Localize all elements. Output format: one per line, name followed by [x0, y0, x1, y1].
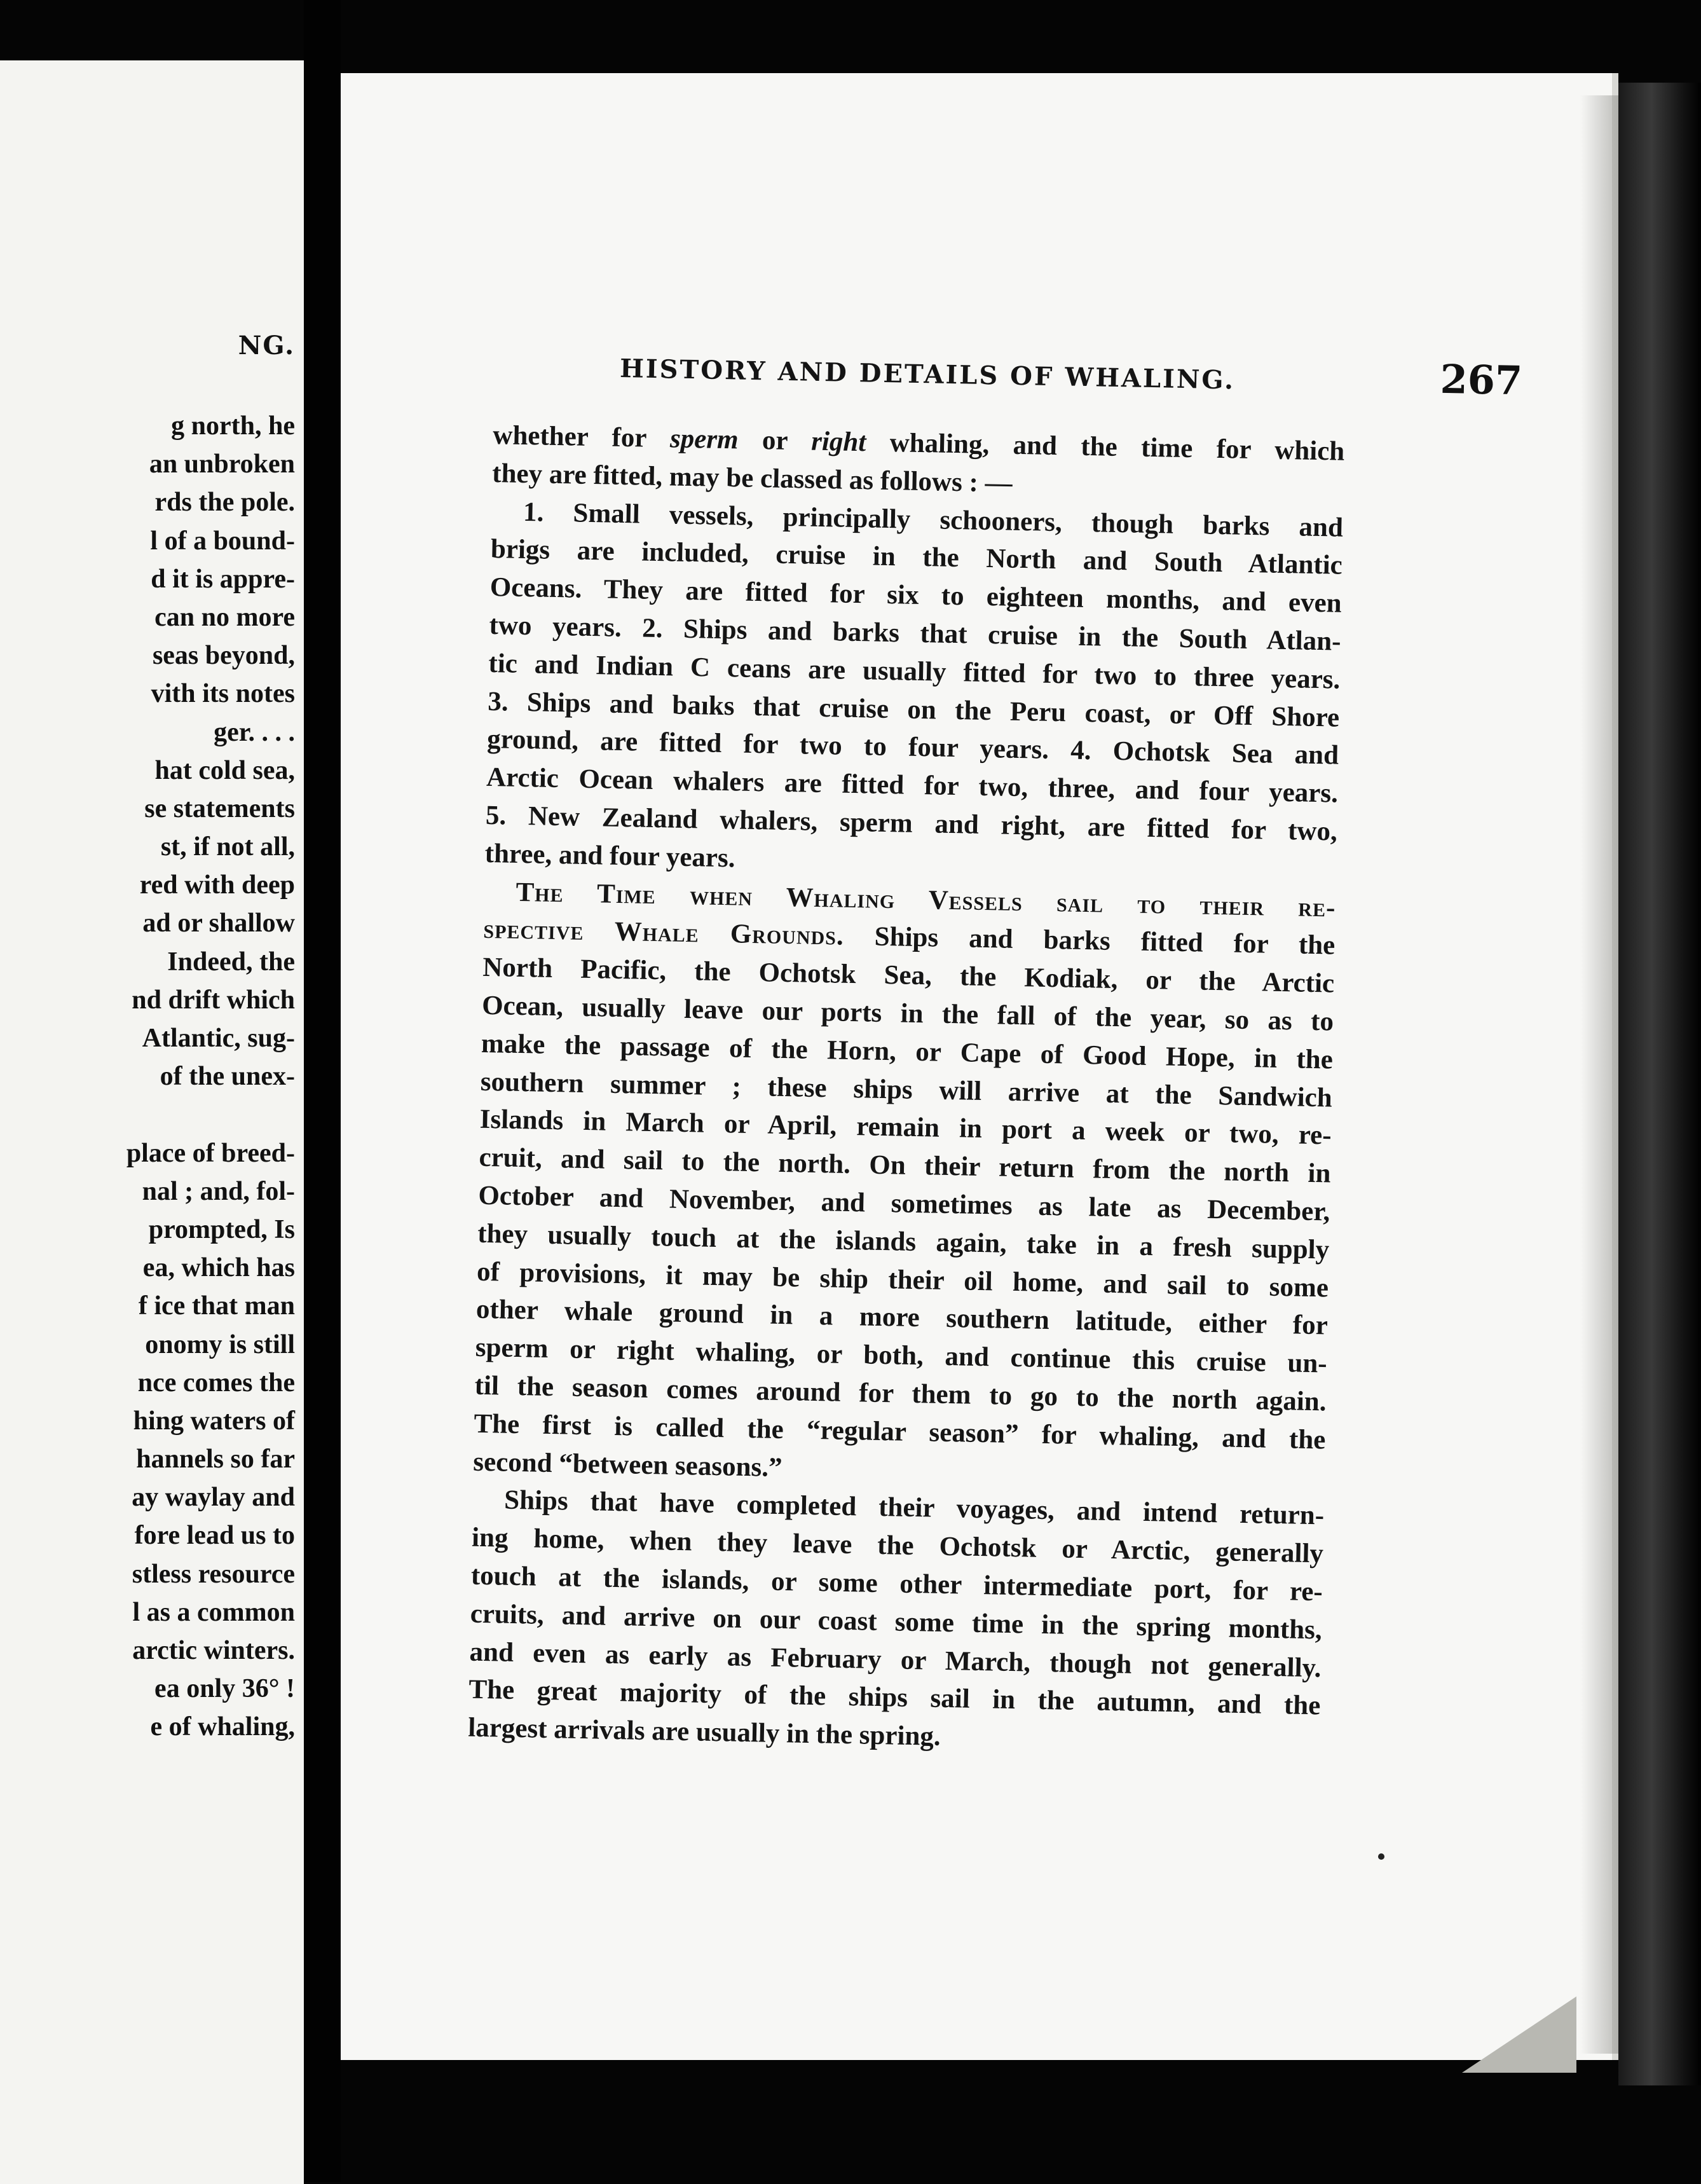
left-text-line: ad or shallow — [142, 909, 295, 938]
left-text-line: ger. . . . — [214, 717, 295, 747]
running-title: HISTORY AND DETAILS OF WHALING. — [619, 353, 1236, 395]
left-text-line: vith its notes — [151, 679, 295, 709]
left-text-line: hannels so far — [136, 1445, 295, 1474]
text-line: 5. New Zealand whalers, sperm and right, are fitted for two, — [485, 800, 1338, 847]
section-heading: The Time when Whaling Vessels sail to their re- — [516, 877, 1336, 923]
left-page-header-fragment: NG. — [238, 331, 295, 361]
italic-term-right: right — [810, 426, 866, 458]
text-line: largest arrivals are usually in the spring. — [467, 1712, 941, 1752]
left-text-line: nal ; and, fol- — [142, 1176, 295, 1206]
left-text-line: Indeed, the — [167, 947, 295, 977]
text-line: Arctic Ocean whalers are fitted for two, three, and four years. — [486, 762, 1339, 809]
text-line: Ocean, usually leave our ports in the fall of the year, so as to — [481, 990, 1334, 1037]
left-text-line — [126, 1095, 295, 1134]
left-text-line: l of a bound- — [150, 526, 295, 556]
left-text-line: se statements — [144, 793, 295, 823]
text-line: tic and Indian C ceans are usually fitted for two to three years. — [488, 648, 1341, 695]
body-text — [468, 416, 1345, 1763]
text-line: The great majority of the ships sail in the autumn, and the — [468, 1674, 1321, 1721]
text-line: touch at the islands, or some other intermediate port, for re- — [470, 1560, 1323, 1607]
text-line: whether for sperm or right whaling, and the time for which — [492, 420, 1345, 467]
paragraph-return-voyages — [468, 1481, 1325, 1763]
text-line: other whale ground in a more southern latitude, either for — [475, 1295, 1329, 1341]
italic-term-sperm: sperm — [669, 423, 739, 455]
text-line: make the passage of the Horn, or Cape of Good Hope, in the — [481, 1028, 1334, 1075]
text-line: of provisions, it may be ship their oil home, and sail to some — [476, 1256, 1329, 1303]
left-text-line: onomy is still — [145, 1329, 295, 1359]
text-line: til the season comes around for them to go to the north again. — [474, 1370, 1327, 1417]
paragraph-vessel-classes — [484, 493, 1343, 889]
paragraph-sailing-times — [473, 949, 1335, 1497]
left-text-line: Atlantic, sug- — [142, 1024, 295, 1053]
left-text-line: rds the pole. — [154, 488, 295, 518]
left-text-line: ea, which has — [142, 1253, 295, 1283]
text-line: sperm or right whaling, or both, and continue this cruise un- — [475, 1332, 1328, 1379]
right-page — [341, 73, 1618, 2060]
left-text-line: place of breed- — [126, 1138, 295, 1168]
left-page-text — [126, 407, 295, 1747]
left-page — [0, 60, 304, 2184]
text-line: Islands in March or April, remain in port a week or two, re- — [479, 1104, 1332, 1151]
text-line: Oceans. They are fitted for six to eighteen months, and even — [489, 572, 1342, 619]
text-line: cruits, and arrive on our coast some time in the spring months, — [470, 1598, 1323, 1645]
text-line: October and November, and sometimes as late as December, — [478, 1180, 1330, 1227]
left-text-line: stless resource — [132, 1559, 295, 1589]
left-text-line: seas beyond, — [152, 641, 295, 671]
left-text-line: l as a common — [132, 1597, 295, 1627]
left-text-line: of the unex- — [160, 1062, 295, 1092]
text-line: they are fitted, may be classed as follows : — — [491, 458, 1013, 498]
section-heading-cont: spective Whale Grounds. — [483, 914, 845, 952]
left-text-line: nce comes the — [137, 1368, 295, 1398]
left-text-line: hat cold sea, — [154, 755, 295, 785]
text-line: three, and four years. — [484, 838, 735, 874]
text-line: The first is called the “regular season” for whaling, and the — [474, 1408, 1326, 1455]
left-text-line: fore lead us to — [134, 1521, 295, 1551]
text-line: cruit, and sail to the north. On their return from the north in — [479, 1142, 1331, 1189]
text-line: North Pacific, the Ochotsk Sea, the Kodiak, or the Arctic — [482, 952, 1335, 999]
left-text-line: can no more — [154, 602, 295, 632]
running-head — [620, 340, 1523, 404]
left-text-line: d it is appre- — [151, 564, 295, 594]
text-line: southern summer ; these ships will arrive at the Sandwich — [480, 1066, 1333, 1113]
page-shadow — [1580, 95, 1618, 2054]
left-text-line: st, if not all, — [160, 832, 295, 862]
left-text-line: ay waylay and — [132, 1483, 295, 1513]
text-line: two years. 2. Ships and barks that cruise in the South Atlan- — [489, 610, 1341, 657]
text-line: and even as early as February or March, though not generally. — [469, 1637, 1322, 1683]
text-line: 3. Ships and baıks that cruise on the Peru coast, or Off Shore — [487, 686, 1340, 733]
text-line: Ships that have completed their voyages, and intend return- — [503, 1485, 1325, 1531]
left-text-line: an unbroken — [149, 450, 295, 479]
text-line: ing home, when they leave the Ochotsk or Arctic, generally — [471, 1522, 1324, 1569]
text-line: 1. Small vessels, principally schooners, though barks and — [523, 497, 1344, 543]
left-text-line: arctic winters. — [132, 1636, 295, 1665]
ink-speck — [1378, 1853, 1384, 1860]
page-corner — [1462, 1996, 1576, 2073]
book-gutter — [304, 0, 341, 2182]
left-text-line: nd drift which — [132, 985, 295, 1015]
text-line: ground, are fitted for two to four years. 4. Ochotsk Sea and — [486, 724, 1339, 771]
book-cover-edge — [1618, 83, 1701, 2085]
text-line: they usually touch at the islands again, take in a fresh supply — [477, 1218, 1330, 1265]
left-text-line: e of whaling, — [150, 1712, 295, 1742]
text-line: second “between seasons.” — [472, 1446, 782, 1483]
text-line: brigs are included, cruise in the North and South Atlantic — [490, 534, 1343, 581]
left-text-line: red with deep — [139, 870, 295, 900]
left-text-line: g north, he — [171, 411, 295, 441]
left-text-line: prompted, Is — [148, 1214, 295, 1244]
left-text-line: f ice that man — [138, 1291, 295, 1321]
left-text-line: hing waters of — [133, 1406, 295, 1436]
text-line: spective Whale Grounds. Ships and barks fitted for the — [483, 914, 1336, 961]
left-text-line: ea only 36° ! — [154, 1674, 295, 1704]
page-number: 267 — [1439, 355, 1523, 404]
